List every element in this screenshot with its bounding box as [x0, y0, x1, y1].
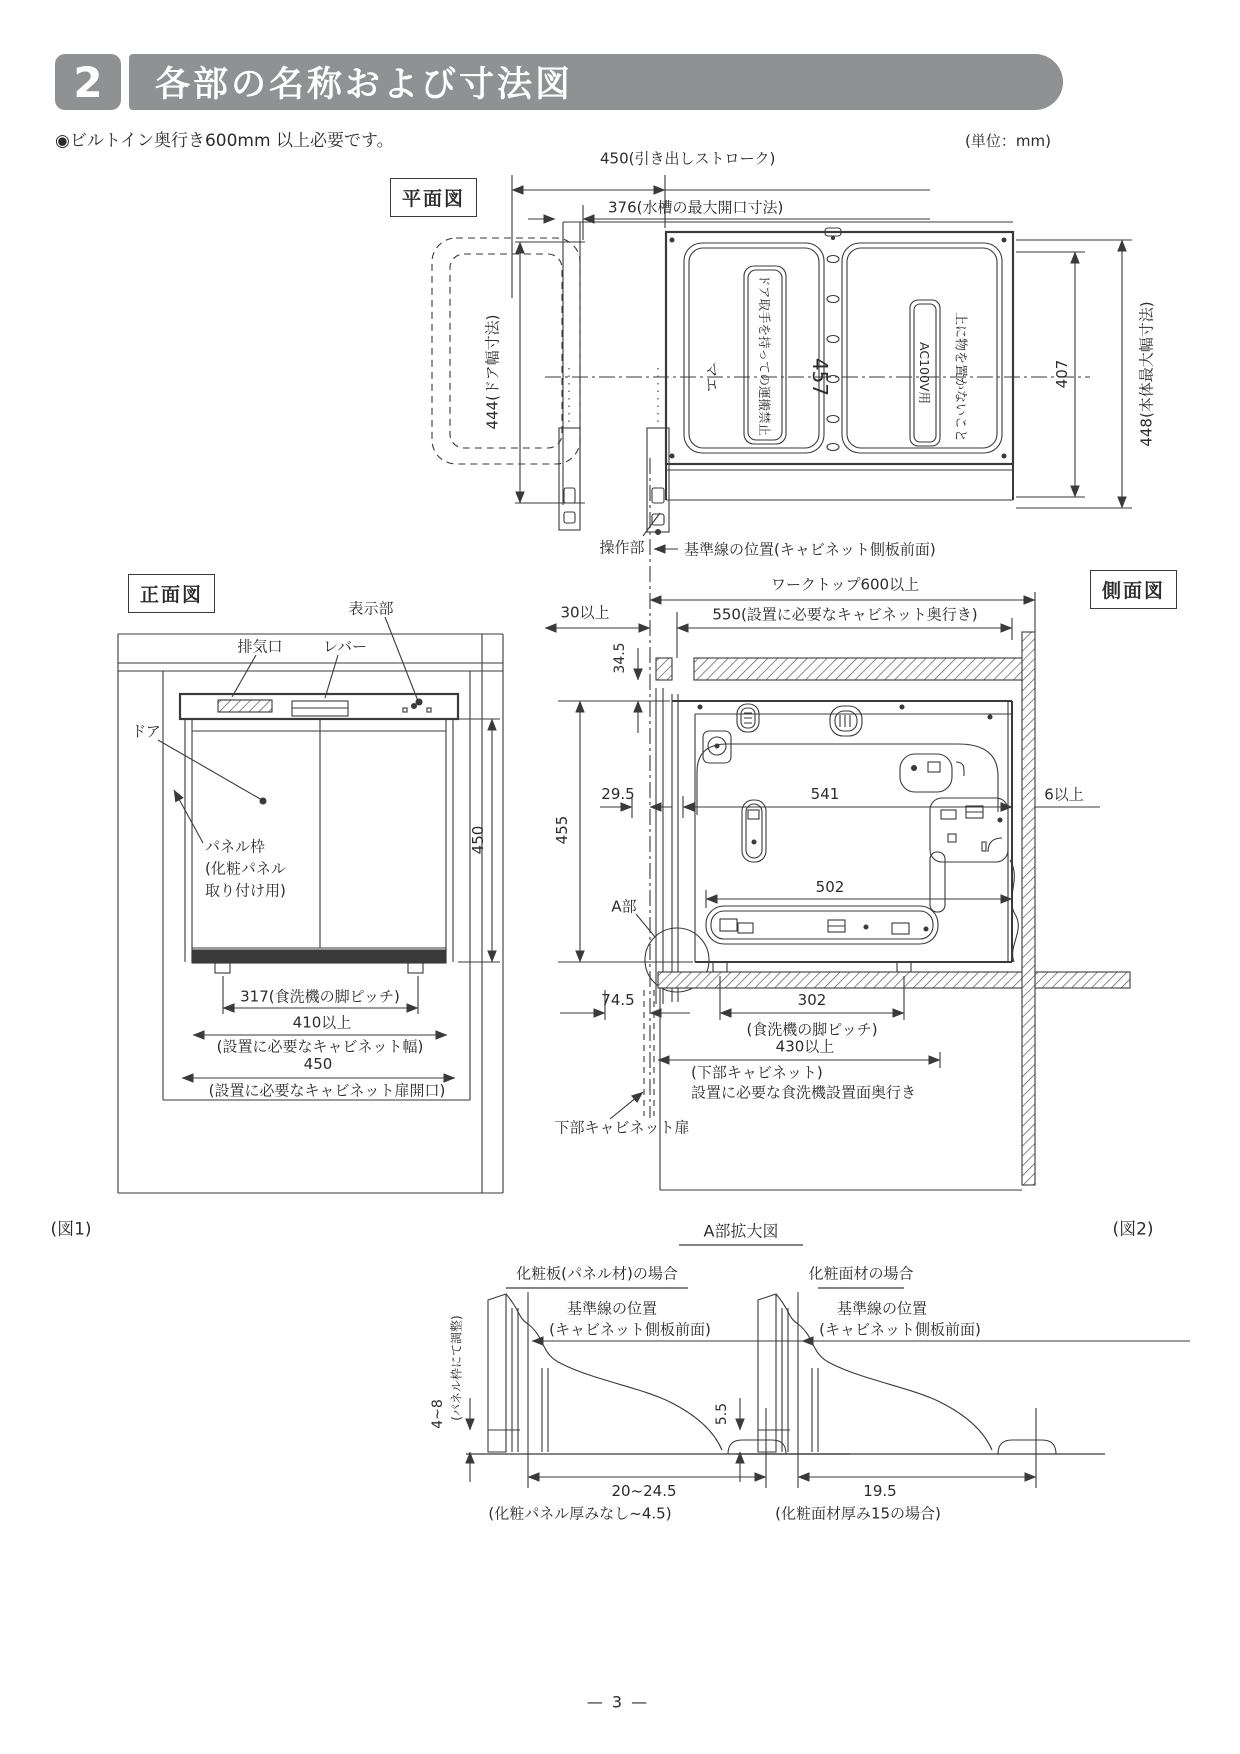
page-number: — 3 — — [586, 1692, 650, 1712]
side-dim-30: 30以上 — [560, 603, 610, 622]
side-dim-541: 541 — [810, 785, 840, 803]
figure2-caption: (図2) — [1112, 1219, 1154, 1240]
plan-dim-457: 457 — [808, 357, 832, 397]
side-view-title: 側面図 — [1090, 570, 1177, 609]
plan-warning-door-handle: ドア取手を持っての運搬禁止 — [757, 273, 772, 437]
side-dim-430-note1: (下部キャビネット) — [691, 1063, 823, 1082]
front-dim-height: 450 — [469, 825, 487, 855]
detail-right-baseline-1: 基準線の位置 — [836, 1299, 928, 1318]
detail-title: A部拡大図 — [703, 1221, 779, 1241]
builtin-depth-note: ◉ビルトイン奥行き600mm 以上必要です。 — [55, 131, 394, 151]
a-part-label: A部 — [611, 897, 637, 916]
plan-ac100v-label: AC100V用 — [917, 342, 932, 404]
front-dim-cabinet-width: 410以上 — [292, 1013, 352, 1032]
display-part-label: 表示部 — [348, 599, 394, 618]
front-dim-cabinet-width-note: (設置に必要なキャビネット幅) — [216, 1037, 424, 1056]
unit-note: (単位：mm) — [965, 132, 1051, 150]
detail-right-case-title: 化粧面材の場合 — [808, 1264, 914, 1283]
detail-right-dim-h: 19.5 — [863, 1482, 897, 1500]
side-dim-34-5: 34.5 — [612, 642, 628, 674]
side-dim-430: 430以上 — [775, 1037, 835, 1056]
plan-warning-top: 上に物を置かないこと — [952, 311, 968, 443]
plan-dim-stroke: 450(引き出しストローク) — [600, 149, 776, 168]
front-dim-door-opening: 450 — [303, 1055, 333, 1073]
detail-left-note: (化粧パネル厚みなし~4.5) — [488, 1504, 672, 1523]
side-dim-455: 455 — [553, 815, 571, 845]
plan-dim-body-width: 448(本体最大幅寸法) — [1137, 301, 1156, 447]
detail-left-dim-h: 20~24.5 — [611, 1482, 677, 1500]
detail-left-baseline-1: 基準線の位置 — [566, 1299, 658, 1318]
figure1-caption: (図1) — [50, 1219, 92, 1240]
panel-frame-label-3: 取り付け用) — [205, 881, 286, 900]
plan-dim-door-width: 444(ドア幅寸法) — [483, 314, 502, 430]
section-number: 2 — [55, 54, 121, 110]
panel-frame-label-2: (化粧パネル — [205, 859, 286, 878]
plan-view-title: 平面図 — [390, 178, 477, 217]
detail-left-dim-v: 4~8 — [430, 1399, 446, 1429]
detail-right-baseline-2: (キャビネット側板前面) — [819, 1320, 981, 1339]
plan-front-mark: マエ — [702, 361, 721, 393]
detail-right-dim-v: 5.5 — [714, 1402, 730, 1426]
plan-dim-407: 407 — [1053, 359, 1071, 389]
side-dim-302-note: (食洗機の脚ピッチ) — [746, 1020, 878, 1039]
side-dim-74-5: 74.5 — [601, 991, 635, 1009]
detail-left-baseline-2: (キャビネット側板前面) — [549, 1320, 711, 1339]
exhaust-vent-label: 排気口 — [237, 637, 283, 656]
door-label: ドア — [131, 722, 161, 741]
detail-left-dim-v-note: (パネル枠にて調整) — [449, 1315, 464, 1421]
detail-right-note: (化粧面材厚み15の場合) — [775, 1504, 941, 1523]
side-dim-6: 6以上 — [1044, 785, 1084, 804]
operation-part-label: 操作部 — [599, 538, 645, 557]
lever-label: レバー — [323, 637, 367, 656]
section-title-banner: 各部の名称および寸法図 — [129, 54, 1063, 110]
baseline-position-label: 基準線の位置(キャビネット側板前面) — [684, 540, 936, 559]
panel-frame-label-1: パネル枠 — [205, 837, 266, 856]
front-view-title: 正面図 — [128, 574, 215, 613]
lower-cabinet-door-label: 下部キャビネット扉 — [554, 1118, 690, 1137]
side-dim-worktop: ワークトップ600以上 — [770, 575, 920, 594]
side-dim-cabinet-depth: 550(設置に必要なキャビネット奥行き) — [712, 605, 978, 624]
side-dim-502: 502 — [815, 878, 845, 896]
front-dim-leg-pitch: 317(食洗機の脚ピッチ) — [240, 987, 400, 1006]
front-dim-door-opening-note: (設置に必要なキャビネット扉開口) — [208, 1081, 446, 1100]
detail-left-case-title: 化粧板(パネル材)の場合 — [516, 1264, 678, 1283]
plan-dim-sink-opening: 376(水槽の最大開口寸法) — [608, 198, 784, 217]
side-dim-430-note2: 設置に必要な食洗機設置面奥行き — [691, 1083, 917, 1102]
side-dim-302: 302 — [797, 991, 827, 1009]
side-dim-29-5: 29.5 — [601, 785, 635, 803]
